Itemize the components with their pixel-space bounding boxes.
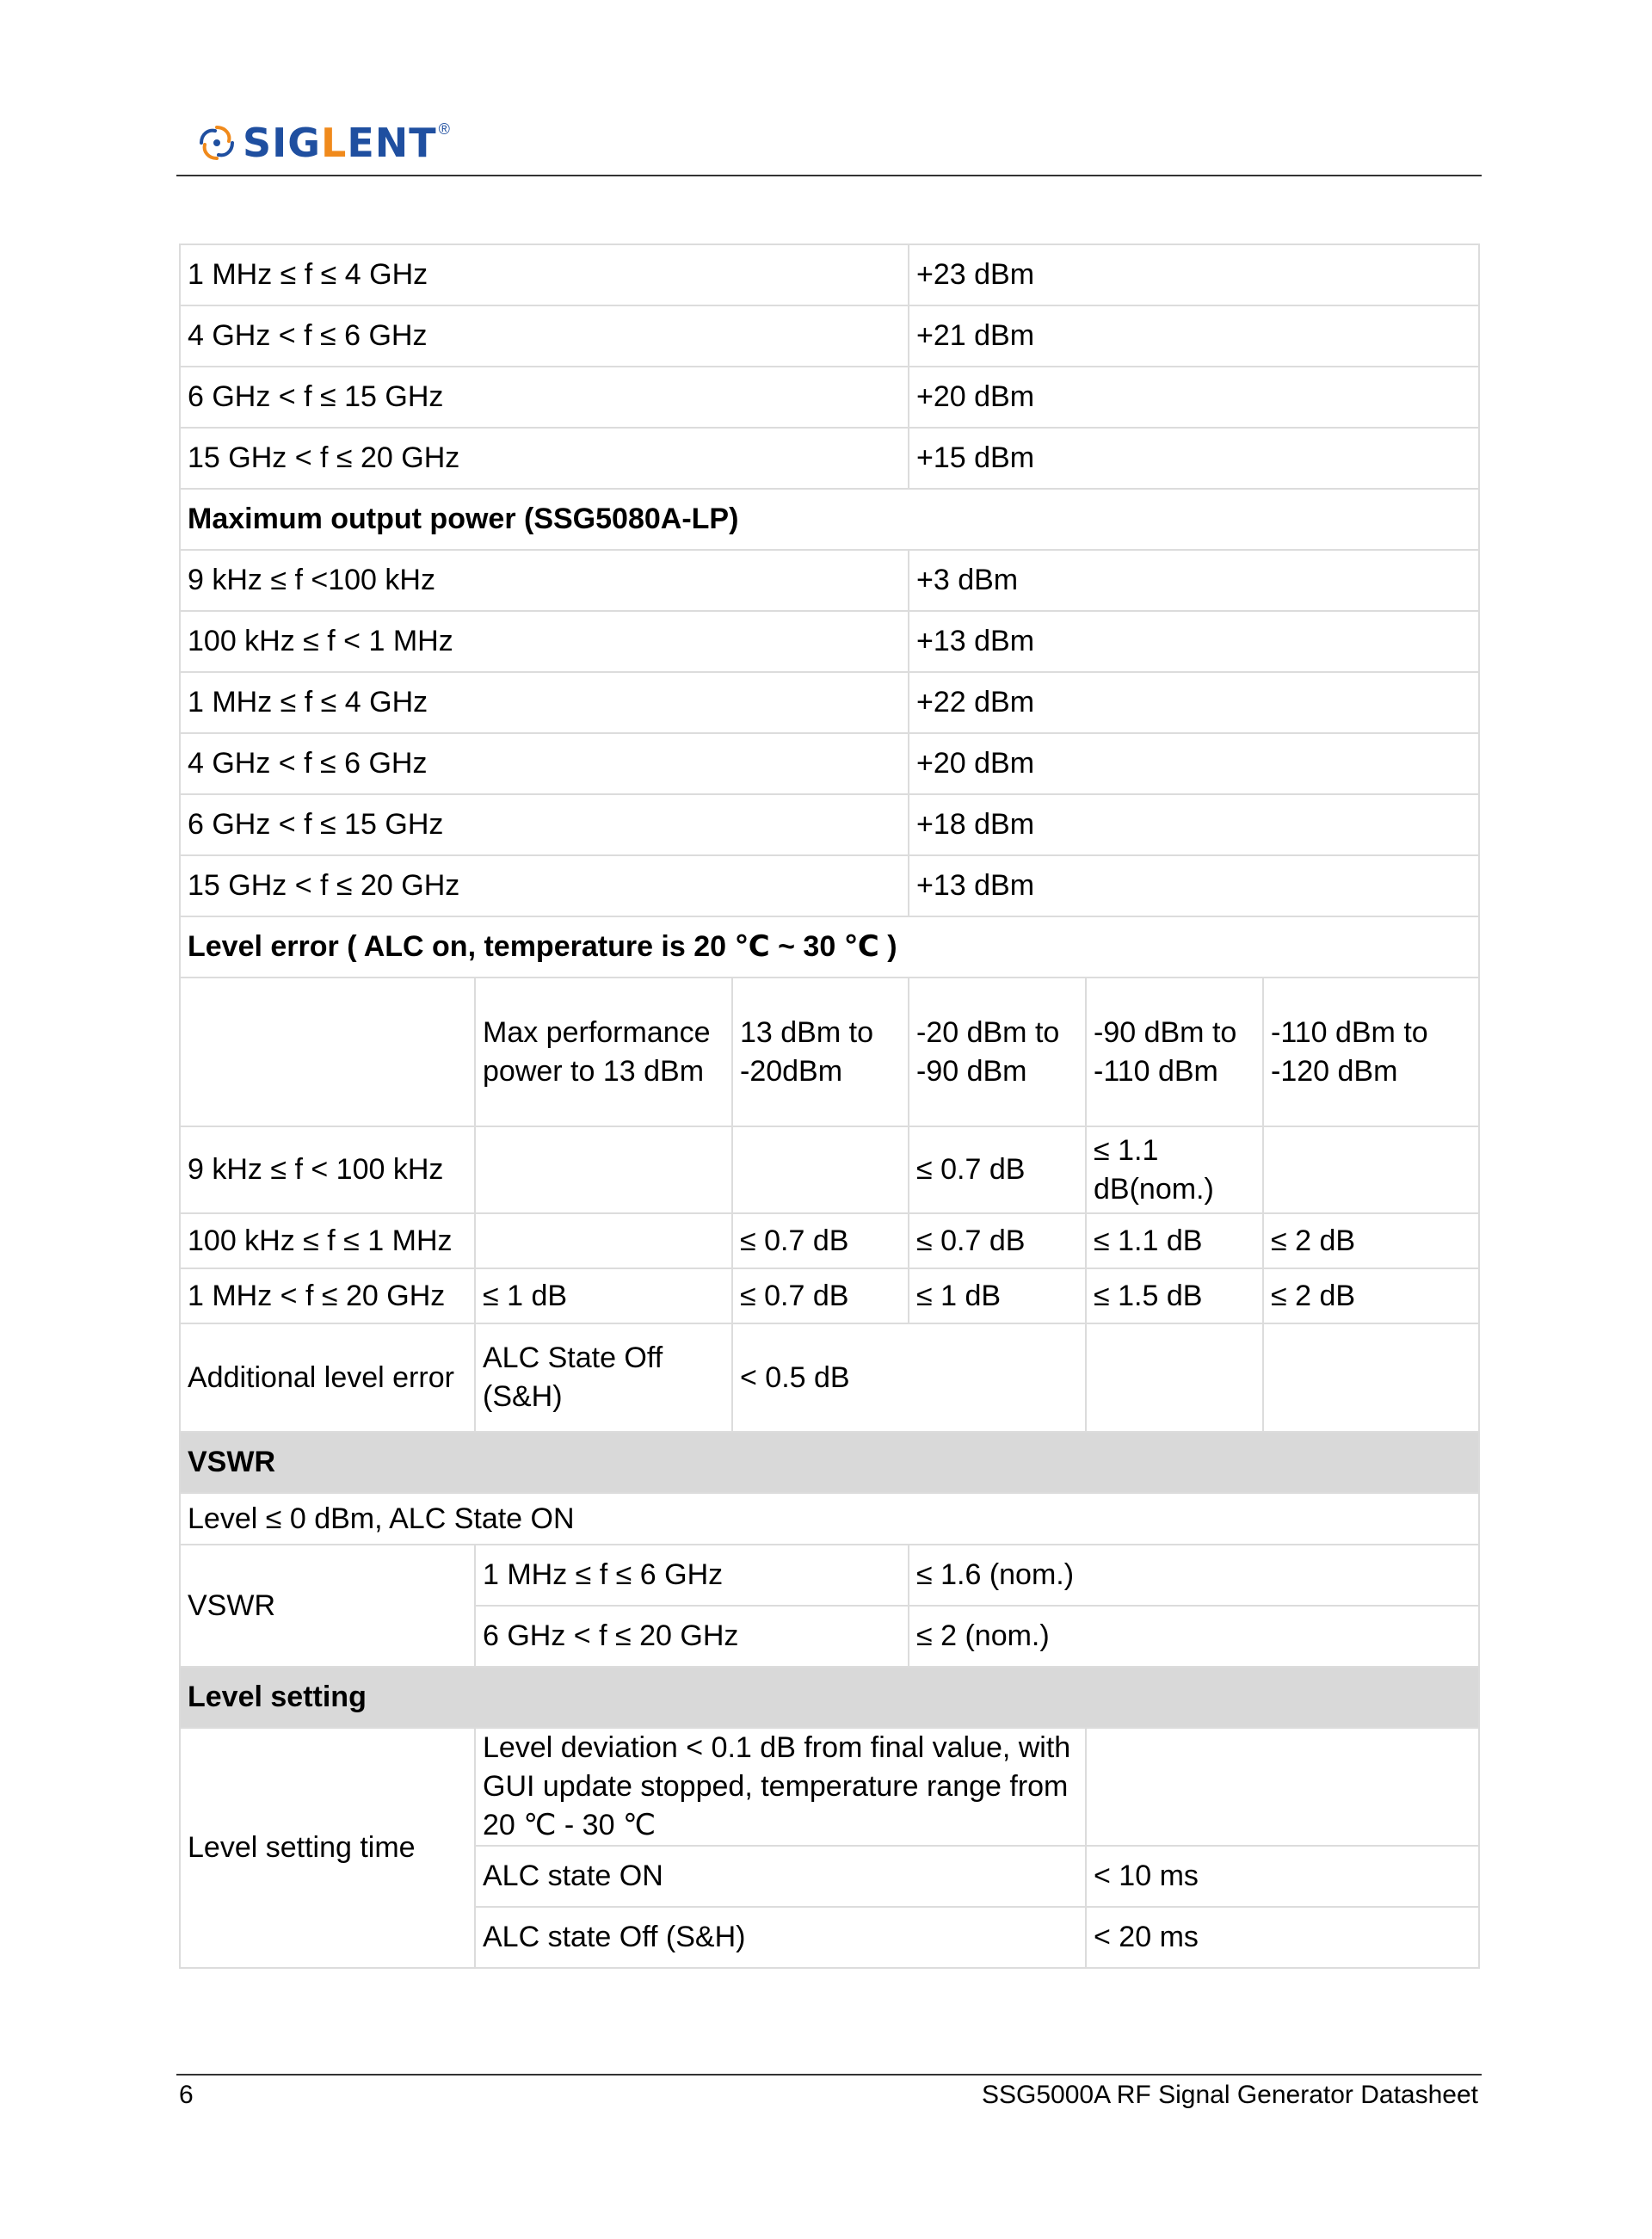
vswr-heading: VSWR — [180, 1432, 1479, 1493]
level-setting-time-label: Level setting time — [180, 1728, 475, 1968]
additional-level-error-value: < 0.5 dB — [732, 1323, 1086, 1432]
table-cell: ≤ 2 dB — [1263, 1213, 1479, 1268]
frequency-range: 6 GHz < f ≤ 15 GHz — [180, 794, 909, 855]
table-row — [180, 244, 1479, 305]
table-cell: ≤ 2 dB — [1263, 1268, 1479, 1323]
column-header: -110 dBm to -120 dBm — [1263, 978, 1479, 1126]
table-row — [180, 1493, 1479, 1545]
frequency-range: 15 GHz < f ≤ 20 GHz — [180, 855, 909, 916]
power-value: +20 dBm — [909, 367, 1479, 428]
frequency-range: 1 MHz ≤ f ≤ 4 GHz — [180, 244, 909, 305]
column-header: -90 dBm to -110 dBm — [1086, 978, 1263, 1126]
footer-divider — [176, 2074, 1482, 2076]
table-row — [180, 550, 1479, 611]
power-value: +13 dBm — [909, 855, 1479, 916]
frequency-range: 4 GHz < f ≤ 6 GHz — [180, 733, 909, 794]
table-cell: ≤ 0.7 dB — [732, 1213, 909, 1268]
power-value: +13 dBm — [909, 611, 1479, 672]
table-row — [180, 367, 1479, 428]
setting-time-value: < 10 ms — [1086, 1846, 1479, 1907]
page-number: 6 — [179, 2081, 194, 2109]
frequency-range: 9 kHz ≤ f <100 kHz — [180, 550, 909, 611]
table-cell — [1263, 1126, 1479, 1213]
table-row — [180, 611, 1479, 672]
table-row — [180, 1268, 1479, 1323]
max-power-lp-heading: Maximum output power (SSG5080A-LP) — [180, 489, 1479, 550]
level-setting-heading: Level setting — [180, 1667, 1479, 1728]
empty-cell — [180, 978, 475, 1126]
column-header: -20 dBm to -90 dBm — [909, 978, 1086, 1126]
table-row — [180, 1126, 1479, 1213]
column-header: 13 dBm to -20dBm — [732, 978, 909, 1126]
table-row — [180, 1545, 1479, 1606]
power-value: +20 dBm — [909, 733, 1479, 794]
document-title: SSG5000A RF Signal Generator Datasheet — [981, 2081, 1478, 2109]
alc-condition: ALC state Off (S&H) — [475, 1907, 1086, 1968]
table-row — [180, 855, 1479, 916]
power-value: +18 dBm — [909, 794, 1479, 855]
table-cell — [475, 1126, 732, 1213]
table-row — [180, 672, 1479, 733]
spec-table — [179, 244, 1480, 1969]
frequency-range: 9 kHz ≤ f < 100 kHz — [180, 1126, 475, 1213]
siglent-swirl-icon — [196, 122, 237, 163]
table-cell — [732, 1126, 909, 1213]
section-heading-row — [180, 489, 1479, 550]
section-heading-row — [180, 1432, 1479, 1493]
vswr-label: VSWR — [180, 1545, 475, 1667]
siglent-logo — [196, 117, 450, 169]
brand-name: SIGLENT — [243, 120, 437, 166]
table-cell: ≤ 1 dB — [909, 1268, 1086, 1323]
section-heading-row — [180, 916, 1479, 978]
frequency-range: 1 MHz < f ≤ 20 GHz — [180, 1268, 475, 1323]
table-row — [180, 794, 1479, 855]
frequency-range: 4 GHz < f ≤ 6 GHz — [180, 305, 909, 367]
additional-level-error-label: Additional level error — [180, 1323, 475, 1432]
power-value: +15 dBm — [909, 428, 1479, 489]
level-error-heading: Level error ( ALC on, temperature is 20 ℃ ~ 30 ℃ ) — [180, 916, 1479, 978]
frequency-range: 6 GHz < f ≤ 15 GHz — [180, 367, 909, 428]
table-row — [180, 428, 1479, 489]
table-cell: ≤ 0.7 dB — [909, 1126, 1086, 1213]
frequency-range: 6 GHz < f ≤ 20 GHz — [475, 1606, 909, 1667]
empty-cell — [1086, 1323, 1263, 1432]
table-row — [180, 1728, 1479, 1846]
additional-level-error-condition: ALC State Off (S&H) — [475, 1323, 732, 1432]
power-value: +23 dBm — [909, 244, 1479, 305]
table-cell: ≤ 0.7 dB — [909, 1213, 1086, 1268]
table-cell: ≤ 1 dB — [475, 1268, 732, 1323]
table-row — [180, 305, 1479, 367]
power-value: +21 dBm — [909, 305, 1479, 367]
table-cell — [475, 1213, 732, 1268]
level-setting-description: Level deviation < 0.1 dB from final value, with GUI update stopped, temperature range from 20 ℃ - 30 ℃ — [475, 1728, 1086, 1846]
alc-condition: ALC state ON — [475, 1846, 1086, 1907]
header-divider — [176, 175, 1482, 176]
power-value: +3 dBm — [909, 550, 1479, 611]
power-value: +22 dBm — [909, 672, 1479, 733]
registered-mark: ® — [438, 120, 450, 138]
vswr-condition: Level ≤ 0 dBm, ALC State ON — [180, 1493, 1479, 1545]
vswr-value: ≤ 1.6 (nom.) — [909, 1545, 1479, 1606]
table-row — [180, 1213, 1479, 1268]
table-header-row — [180, 978, 1479, 1126]
vswr-value: ≤ 2 (nom.) — [909, 1606, 1479, 1667]
empty-cell — [1086, 1728, 1479, 1846]
table-row — [180, 733, 1479, 794]
frequency-range: 1 MHz ≤ f ≤ 4 GHz — [180, 672, 909, 733]
table-row — [180, 1323, 1479, 1432]
frequency-range: 100 kHz ≤ f ≤ 1 MHz — [180, 1213, 475, 1268]
frequency-range: 1 MHz ≤ f ≤ 6 GHz — [475, 1545, 909, 1606]
empty-cell — [1263, 1323, 1479, 1432]
column-header: Max performance power to 13 dBm — [475, 978, 732, 1126]
table-cell: ≤ 0.7 dB — [732, 1268, 909, 1323]
frequency-range: 100 kHz ≤ f < 1 MHz — [180, 611, 909, 672]
table-cell: ≤ 1.1 dB — [1086, 1213, 1263, 1268]
table-cell: ≤ 1.5 dB — [1086, 1268, 1263, 1323]
setting-time-value: < 20 ms — [1086, 1907, 1479, 1968]
table-cell: ≤ 1.1 dB(nom.) — [1086, 1126, 1263, 1213]
frequency-range: 15 GHz < f ≤ 20 GHz — [180, 428, 909, 489]
section-heading-row — [180, 1667, 1479, 1728]
